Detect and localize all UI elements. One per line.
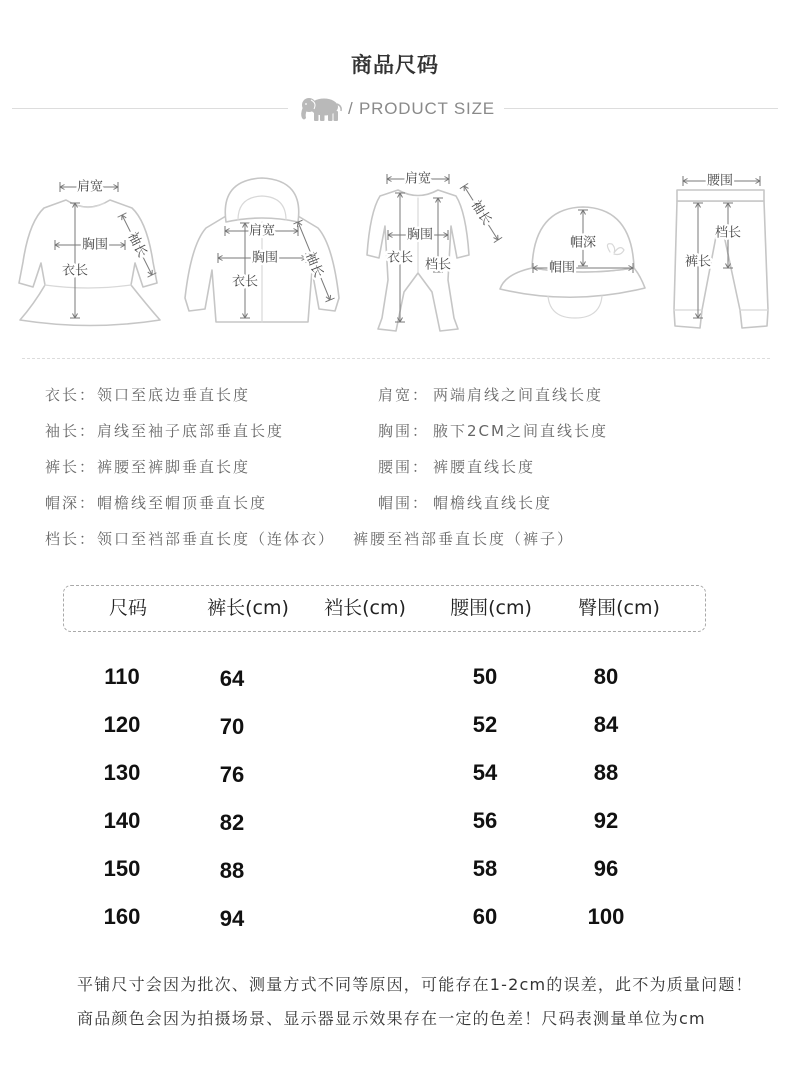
table-row bbox=[0, 711, 790, 741]
definition-text: 腋下2CM之间直线长度 bbox=[433, 422, 608, 440]
size-cell: 130 bbox=[103, 760, 141, 785]
waist-cell: 52 bbox=[472, 712, 498, 737]
garment-diagrams bbox=[0, 150, 790, 350]
header-rule-right bbox=[504, 108, 778, 109]
definition-label: 腰围： bbox=[378, 458, 430, 476]
hat-strap bbox=[548, 296, 602, 318]
definition-label: 衣长： bbox=[45, 386, 97, 404]
definition-text: 肩线至袖子底部垂直长度 bbox=[97, 422, 285, 440]
pants-length-cell: 82 bbox=[219, 810, 245, 835]
hip-cell: 100 bbox=[587, 904, 625, 929]
hip-cell: 80 bbox=[593, 664, 619, 689]
hip-cell: 84 bbox=[593, 712, 619, 737]
column-header-pants-length: 裤长(cm) bbox=[207, 597, 289, 619]
romper-diagram bbox=[367, 172, 498, 332]
definition-text: 裤腰至裆部垂直长度（裤子） bbox=[353, 530, 575, 548]
jacket-chest-label: 胸围 bbox=[251, 250, 279, 266]
hat-circumference-label: 帽围 bbox=[548, 260, 576, 276]
definition-text: 裤腰至裤脚垂直长度 bbox=[97, 458, 251, 476]
definition-label: 肩宽： bbox=[378, 386, 430, 404]
size-cell: 160 bbox=[103, 904, 141, 929]
pants-length-cell: 70 bbox=[219, 714, 245, 739]
pants-length-label: 裤长 bbox=[684, 254, 712, 270]
hat-depth-label: 帽深 bbox=[569, 235, 597, 251]
hat-diagram bbox=[500, 207, 645, 318]
jacket-shoulder-label: 肩宽 bbox=[248, 223, 276, 239]
definition-text: 领口至裆部垂直长度（连体衣） bbox=[97, 530, 336, 548]
table-row bbox=[0, 759, 790, 789]
color-disclaimer: 商品颜色会因为拍摄场景、显示器显示效果存在一定的色差！尺码表测量单位为cm bbox=[77, 1009, 706, 1028]
hip-cell: 88 bbox=[593, 760, 619, 785]
pants-length-cell: 88 bbox=[219, 858, 245, 883]
pants-length-cell: 76 bbox=[219, 762, 245, 787]
dress-sleeve-label: 袖长 bbox=[124, 230, 150, 260]
jacket-length-label: 衣长 bbox=[231, 274, 259, 290]
pants-length-cell: 64 bbox=[219, 666, 245, 691]
romper-shoulder-label: 肩宽 bbox=[404, 171, 432, 187]
definition-text: 两端肩线之间直线长度 bbox=[433, 386, 604, 404]
definition-label: 帽深： bbox=[45, 494, 97, 512]
dress-diagram bbox=[19, 180, 160, 326]
pants-waistband-outline bbox=[677, 190, 764, 201]
waist-cell: 50 bbox=[472, 664, 498, 689]
jacket-sleeve-label: 袖长 bbox=[302, 250, 326, 280]
column-header-size: 尺码 bbox=[108, 597, 147, 619]
size-cell: 150 bbox=[103, 856, 141, 881]
definition-text: 帽檐线直线长度 bbox=[433, 494, 553, 512]
column-header-waist: 腰围(cm) bbox=[450, 597, 532, 619]
romper-length-label: 衣长 bbox=[386, 250, 414, 266]
romper-chest-label: 胸围 bbox=[406, 227, 434, 243]
pants-diagram bbox=[674, 174, 768, 329]
definition-label: 胸围： bbox=[378, 422, 430, 440]
page-subtitle: / PRODUCT SIZE bbox=[348, 99, 495, 118]
definition-text: 裤腰直线长度 bbox=[433, 458, 536, 476]
table-row bbox=[0, 663, 790, 693]
waist-cell: 56 bbox=[472, 808, 498, 833]
definition-text: 帽檐线至帽顶垂直长度 bbox=[97, 494, 268, 512]
page-title: 商品尺码 bbox=[351, 53, 439, 77]
jacket-diagram bbox=[185, 178, 339, 322]
header-rule-left bbox=[12, 108, 288, 109]
definition-label: 袖长： bbox=[45, 422, 97, 440]
pants-length-cell: 94 bbox=[219, 906, 245, 931]
measurement-disclaimer: 平铺尺寸会因为批次、测量方式不同等原因，可能存在1-2cm的误差，此不为质量问题！ bbox=[77, 975, 753, 994]
definition-label: 帽围： bbox=[378, 494, 430, 512]
definition-text: 领口至底边垂直长度 bbox=[97, 386, 251, 404]
column-header-crotch-length: 裆长(cm) bbox=[324, 597, 406, 619]
dress-chest-label: 胸围 bbox=[81, 237, 109, 253]
romper-sleeve-label: 袖长 bbox=[467, 197, 495, 229]
elephant-icon bbox=[297, 96, 343, 122]
waist-cell: 58 bbox=[472, 856, 498, 881]
jacket-hood-outline bbox=[225, 178, 299, 222]
size-cell: 120 bbox=[103, 712, 141, 737]
waist-cell: 54 bbox=[472, 760, 498, 785]
pants-crotch-label: 档长 bbox=[714, 225, 742, 241]
pants-waist-label: 腰围 bbox=[706, 173, 734, 189]
size-cell: 140 bbox=[103, 808, 141, 833]
table-row bbox=[0, 855, 790, 885]
table-row bbox=[0, 903, 790, 933]
dress-outline bbox=[19, 200, 160, 326]
size-cell: 110 bbox=[104, 664, 140, 689]
table-row bbox=[0, 807, 790, 837]
dress-length-label: 衣长 bbox=[61, 263, 89, 279]
definition-label: 裤长： bbox=[45, 458, 97, 476]
hip-cell: 92 bbox=[593, 808, 619, 833]
romper-crotch-label: 档长 bbox=[424, 257, 452, 273]
column-header-hip: 臀围(cm) bbox=[578, 597, 660, 619]
definition-label: 档长： bbox=[45, 530, 97, 548]
dress-shoulder-label: 肩宽 bbox=[76, 179, 104, 195]
waist-cell: 60 bbox=[472, 904, 498, 929]
hip-cell: 96 bbox=[593, 856, 619, 881]
section-divider bbox=[22, 358, 770, 359]
